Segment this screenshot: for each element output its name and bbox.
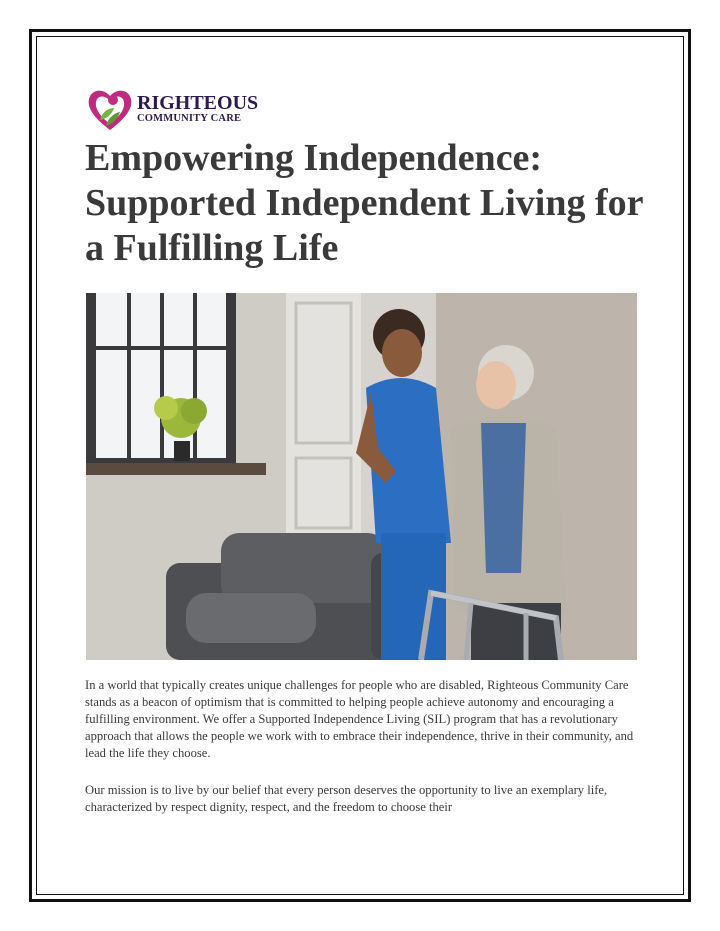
hero-image: [86, 293, 637, 660]
heart-logo-icon: [86, 86, 134, 132]
page-title: Empowering Independence: Supported Independent Living for a Fulfilling Life: [85, 137, 643, 269]
mission-paragraph: Our mission is to live by our belief that every person deserves the opportunity to live an exemplary life, characterized by respect dignity, respect, and the freedom to choose their: [85, 783, 608, 814]
logo-name: RIGHTEOUS: [137, 92, 259, 115]
company-logo: [86, 86, 258, 132]
intro-paragraph: In a world that typically creates unique challenges for people who are disabled, Righteous Community Care stands as a beacon of optimism that is committed to helping people achieve autonomy and encouraging a fulfilling environment. We offer a Supported Independence Living (SIL) program that has a revolutionary approach that allows the people we work with to embrace their independence, thrive in their community, and lead the life they choose.: [85, 678, 634, 760]
logo-subtitle: COMMUNITY CARE: [137, 113, 242, 125]
